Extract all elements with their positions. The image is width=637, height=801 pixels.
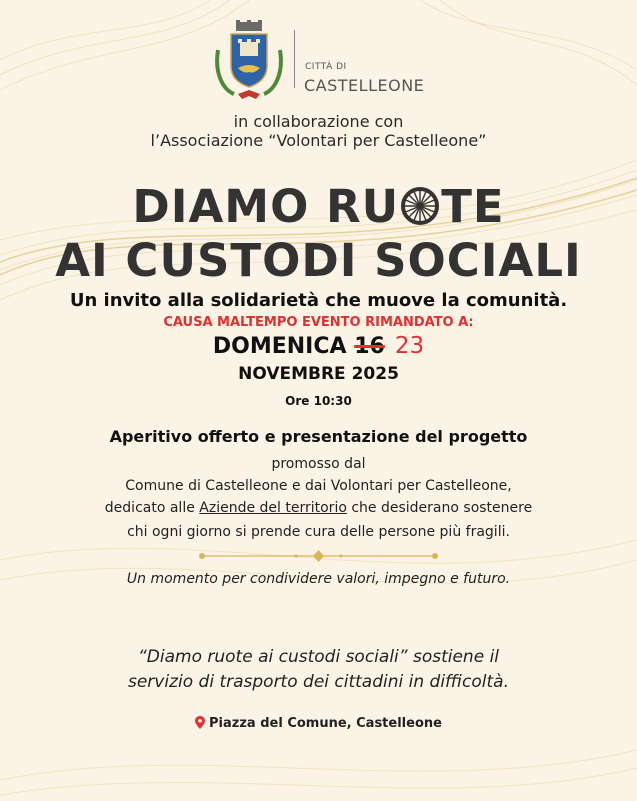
bicycle-wheel-icon	[400, 186, 440, 226]
postponement-notice: CAUSA MALTEMPO EVENTO RIMANDATO A:	[163, 315, 474, 330]
event-date	[0, 333, 637, 359]
event-description-line-1: promosso dal	[271, 456, 366, 472]
gold-ornament-divider	[196, 549, 441, 563]
city-prefix: CITTÀ DI	[305, 62, 347, 72]
title-part-2: TE	[441, 180, 505, 233]
logo-divider	[294, 30, 295, 88]
quote-line-1: “Diamo ruote ai custodi sociali” sostiene il	[137, 647, 500, 667]
new-day: 23	[394, 333, 425, 359]
event-time: Ore 10:30	[285, 394, 352, 408]
main-title-line-2: AI CUSTODI SOCIALI	[55, 234, 582, 287]
event-location	[0, 716, 637, 731]
event-description-line-3	[0, 500, 637, 516]
aziende-link[interactable]: Aziende del territorio	[199, 500, 347, 516]
month-year: NOVEMBRE 2025	[238, 364, 399, 384]
weekday: DOMENICA	[212, 334, 347, 359]
line3-post: che desiderano sostenere	[346, 500, 533, 516]
location-pin-icon	[195, 716, 205, 729]
old-day: 16	[354, 334, 385, 359]
location-text: Piazza del Comune, Castelleone	[209, 716, 442, 731]
castelleone-crest-icon	[214, 20, 284, 102]
main-title-line-1	[0, 180, 637, 233]
subtitle: Un invito alla solidarietà che muove la comunità.	[69, 290, 568, 311]
event-title: Aperitivo offerto e presentazione del progetto	[109, 427, 528, 446]
title-part-1: DIAMO RU	[132, 180, 400, 233]
collaboration-line-1: in collaborazione con	[233, 112, 404, 131]
city-logo	[214, 20, 444, 102]
city-name: CASTELLEONE	[304, 76, 425, 95]
line3-pre: dedicato alle	[104, 500, 200, 516]
collaboration-line-2: l’Associazione “Volontari per Castelleone”	[150, 131, 487, 150]
event-description-line-4: chi ogni giorno si prende cura delle persone più fragili.	[127, 524, 510, 540]
moment-tagline: Un momento per condividere valori, impegno e futuro.	[126, 571, 511, 587]
event-description-line-2: Comune di Castelleone e dai Volontari per Castelleone,	[125, 478, 512, 494]
quote-line-2: servizio di trasporto dei cittadini in difficoltà.	[127, 672, 509, 692]
